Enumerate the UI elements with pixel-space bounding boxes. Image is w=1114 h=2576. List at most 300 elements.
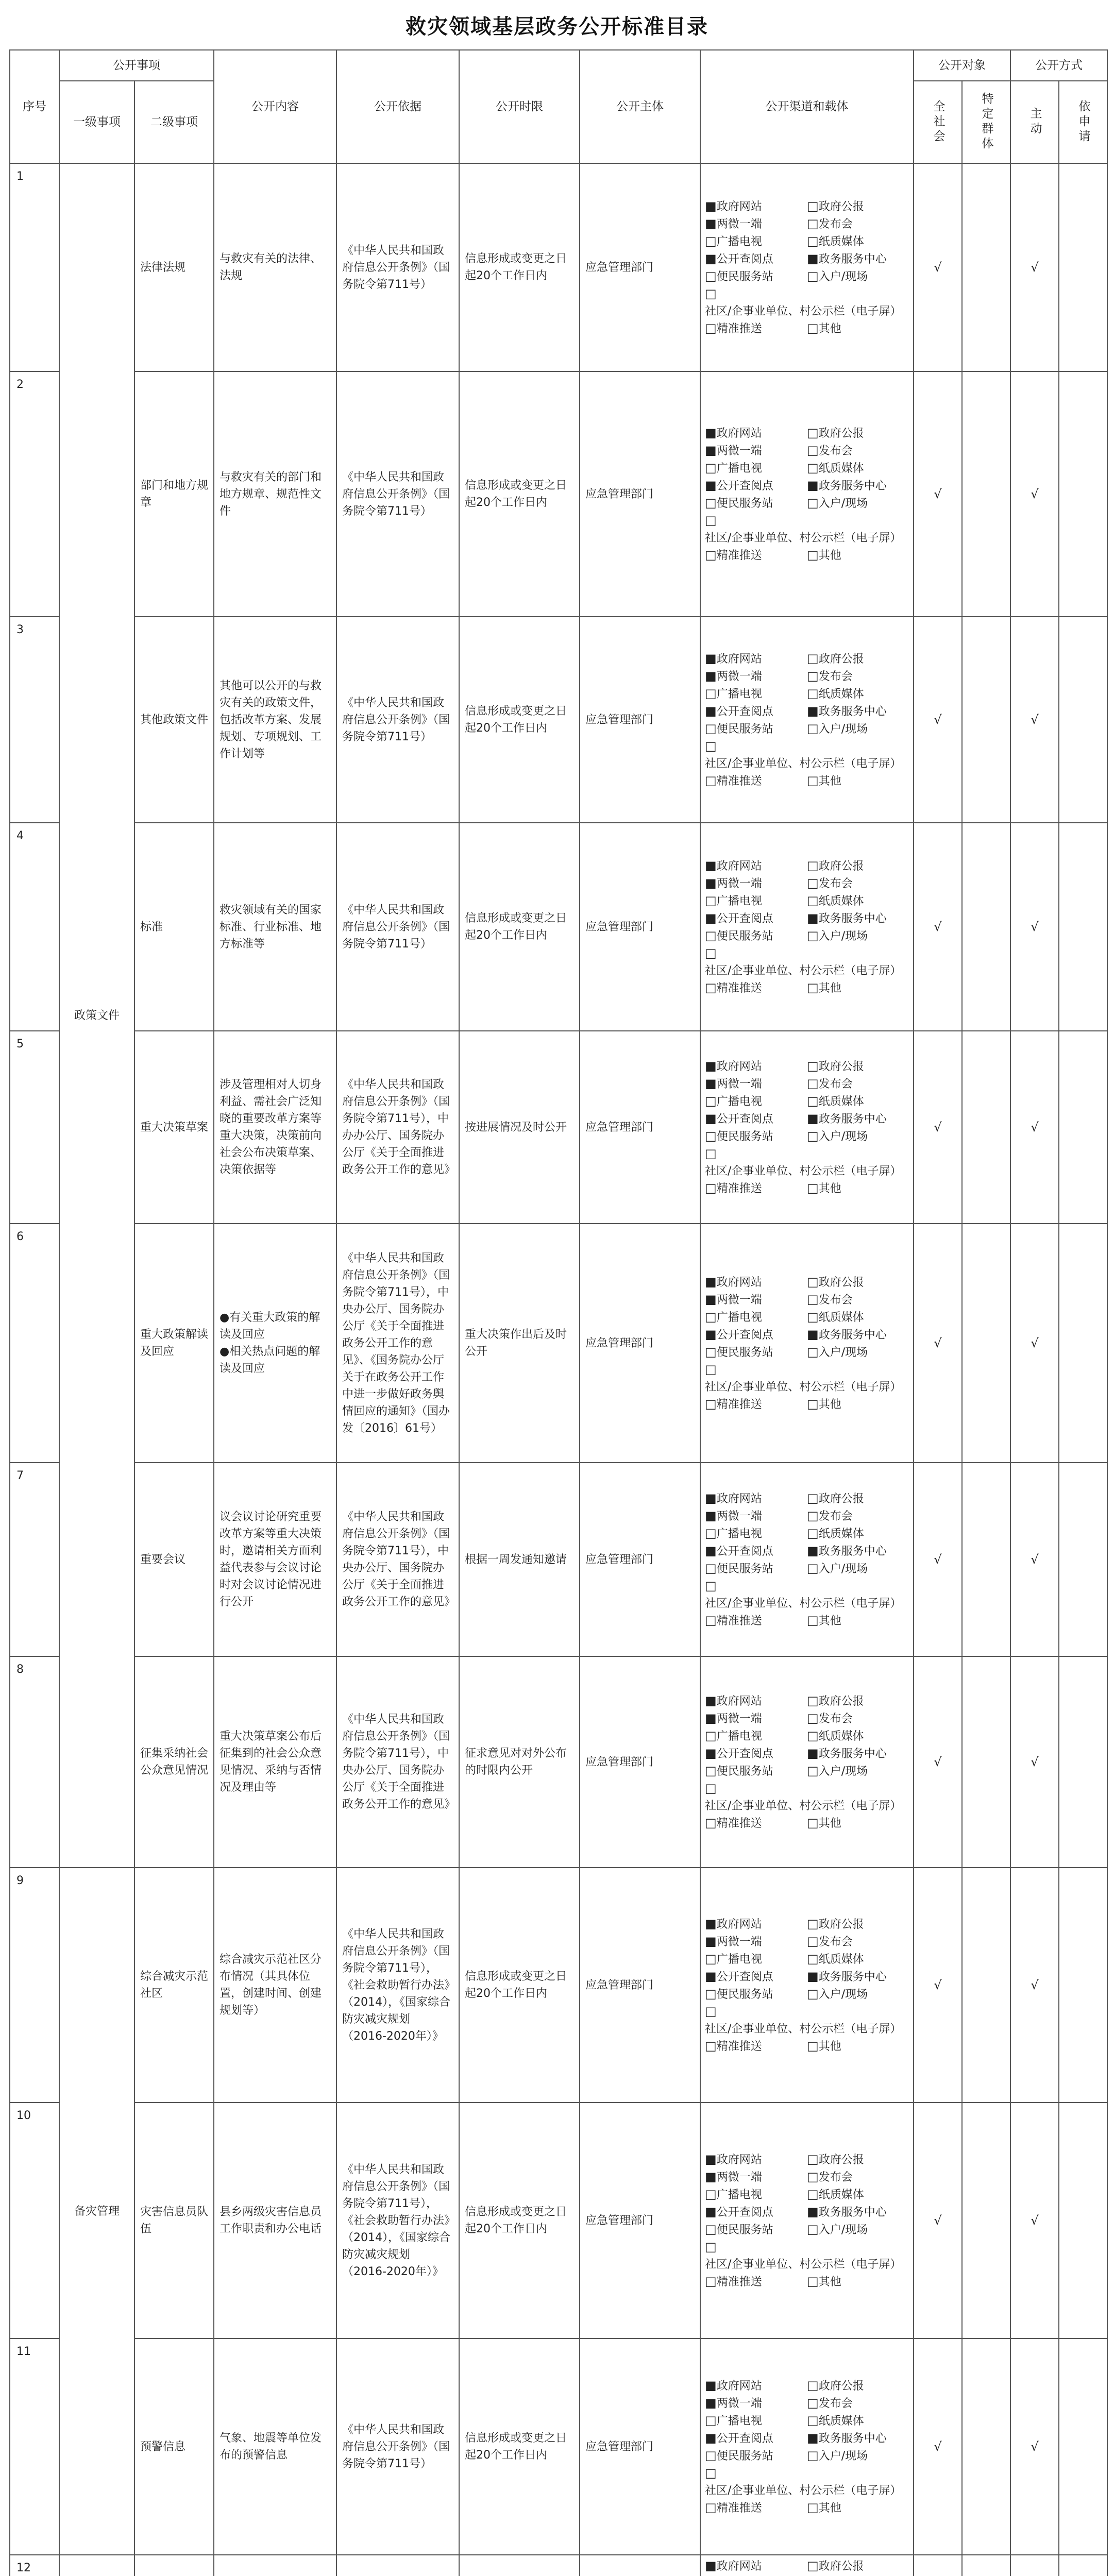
channel-label: 其他	[818, 549, 841, 562]
content-line: 涉及管理相对人切身利益、需社会广泛知晓的重要改革方案等重大决策，决策前向社会公布决策草案、决策依据等	[220, 1078, 322, 1176]
channel-label: 公开查阅点	[716, 705, 773, 718]
channel-option	[807, 892, 909, 910]
target-all-mark: √	[914, 163, 962, 371]
channel-label: 发布会	[818, 2397, 853, 2410]
channel-label: 纸质媒体	[818, 2414, 864, 2428]
channel-option	[705, 720, 807, 738]
channel-label: 两微一端	[716, 2171, 762, 2184]
channel-label: 两微一端	[716, 1510, 762, 1523]
channel-label: 其他	[818, 2501, 841, 2515]
channel-option	[807, 2186, 909, 2204]
public-basis: 《中华人民共和国政府信息公开条例》（国务院令第711号），《社会救助暂行办法》（2014），《国家综合防灾减灾规划（2016-2020年）》	[336, 1868, 459, 2103]
channel-option	[705, 1933, 807, 1951]
channel-label: 两微一端	[716, 877, 762, 890]
channel-label: 政府公报	[818, 1492, 864, 1505]
channel-label: 便民服务站	[716, 2449, 773, 2463]
checked-box-icon: ■	[705, 875, 717, 890]
unchecked-box-icon: □	[807, 1934, 819, 1948]
channel-label: 公开查阅点	[716, 1328, 773, 1342]
unchecked-box-icon: □	[705, 1309, 717, 1324]
public-subject: 应急管理部门	[580, 1868, 700, 2103]
channel-line	[705, 1762, 909, 1780]
method-apply-mark	[1059, 2103, 1107, 2338]
channel-option	[807, 460, 909, 477]
unchecked-box-icon: □	[705, 495, 717, 510]
channel-label: 公开查阅点	[716, 252, 773, 266]
channel-line	[705, 2204, 909, 2221]
header-level1: 一级事项	[59, 81, 134, 163]
channel-label: 政府公报	[818, 1060, 864, 1073]
channel-option	[807, 268, 909, 285]
channel-line	[705, 685, 909, 703]
channel-option	[705, 1916, 807, 1933]
public-timing: 信息形成或变更之日起20个工作日内	[459, 2338, 580, 2555]
channel-option	[705, 2447, 807, 2465]
channel-line	[705, 1093, 909, 1110]
standard-catalog-table	[9, 49, 1108, 2576]
channel-option	[807, 1093, 909, 1110]
channel-line	[705, 927, 909, 945]
public-subject: 应急管理部门	[580, 2338, 700, 2555]
channel-option	[705, 685, 807, 703]
channel-option	[807, 547, 909, 564]
channel-label: 社区/企事业单位、村公示栏（电子屏）	[705, 531, 902, 545]
channel-label: 纸质媒体	[818, 462, 864, 475]
channel-label: 精准推送	[716, 2501, 762, 2515]
channel-line	[705, 1326, 909, 1344]
header-subject: 公开主体	[580, 50, 700, 163]
channel-line	[705, 1968, 909, 1986]
channel-line	[705, 2151, 909, 2168]
content-line: ●有关重大政策的解读及回应	[220, 1311, 320, 1341]
unchecked-box-icon: □	[705, 268, 717, 283]
level2-item: 重要会议	[134, 1463, 214, 1656]
channel-option	[807, 857, 909, 875]
unchecked-box-icon: □	[705, 2274, 717, 2289]
unchecked-box-icon: □	[705, 721, 717, 736]
row-seq: 6	[10, 1224, 59, 1463]
channel-option	[705, 945, 909, 979]
channel-option	[705, 1075, 807, 1093]
channel-line	[705, 1128, 909, 1145]
channel-line	[705, 250, 909, 268]
row-seq: 9	[10, 1868, 59, 2103]
public-basis: 《中华人民共和国政府信息公开条例》（国务院令第711号），《社会救助暂行办法》（2014），《国家综合防灾减灾规划（2016-2020年）》	[336, 2103, 459, 2338]
channel-line	[705, 738, 909, 772]
channel-option	[705, 2204, 807, 2221]
level2-item: 标准	[134, 823, 214, 1031]
public-channels	[700, 1224, 914, 1463]
channel-label: 便民服务站	[716, 1765, 773, 1778]
unchecked-box-icon: □	[807, 875, 819, 890]
method-apply-mark	[1059, 1031, 1107, 1224]
channel-line	[705, 495, 909, 512]
channel-line	[705, 945, 909, 979]
level2-item	[134, 2555, 214, 2576]
public-subject: 应急管理部门	[580, 617, 700, 823]
channel-line	[705, 1309, 909, 1326]
channel-label: 政府网站	[716, 427, 762, 440]
channel-label: 社区/企事业单位、村公示栏（电子屏）	[705, 2258, 902, 2271]
channel-option	[807, 1710, 909, 1727]
unchecked-box-icon: □	[705, 773, 717, 788]
channel-label: 公开查阅点	[716, 1970, 773, 1984]
checked-box-icon: ■	[705, 668, 717, 683]
channel-label: 纸质媒体	[818, 894, 864, 908]
content-line: 其他可以公开的与救灾有关的政策文件，包括改革方案、发展规划、专项规划、工作计划等	[220, 679, 322, 760]
checked-box-icon: ■	[807, 1745, 819, 1760]
channel-line	[705, 1145, 909, 1180]
channel-option	[807, 1727, 909, 1745]
public-timing	[459, 2555, 580, 2576]
method-active-mark: √	[1010, 617, 1059, 823]
channel-label: 精准推送	[716, 1817, 762, 1830]
channel-label: 入户/现场	[818, 2223, 868, 2236]
channel-label: 政府网站	[716, 2379, 762, 2393]
header-target-specific: 特定群体	[962, 81, 1010, 163]
target-specific-mark	[962, 617, 1010, 823]
public-subject	[580, 2555, 700, 2576]
checked-box-icon: ■	[705, 1934, 717, 1948]
channel-label: 精准推送	[716, 1614, 762, 1628]
unchecked-box-icon: □	[807, 460, 819, 475]
row-seq: 11	[10, 2338, 59, 2555]
level1-item: 政策文件	[59, 163, 134, 1868]
channel-label: 两微一端	[716, 1293, 762, 1307]
public-channels	[700, 2338, 914, 2555]
target-all-mark: √	[914, 823, 962, 1031]
channel-label: 精准推送	[716, 2040, 762, 2053]
unchecked-box-icon: □	[705, 2465, 717, 2480]
unchecked-box-icon: □	[705, 1613, 717, 1628]
channel-option	[807, 1309, 909, 1326]
channel-line	[705, 2273, 909, 2291]
channel-line	[705, 2003, 909, 2038]
channel-option	[807, 1968, 909, 1986]
row-seq: 7	[10, 1463, 59, 1656]
checked-box-icon: ■	[705, 858, 717, 873]
target-all-mark: √	[914, 1868, 962, 2103]
target-all-mark: √	[914, 2103, 962, 2338]
channel-line	[705, 1490, 909, 1507]
channel-option	[705, 1490, 807, 1507]
channel-label: 两微一端	[716, 670, 762, 683]
level2-item: 法律法规	[134, 163, 214, 371]
target-specific-mark	[962, 371, 1010, 617]
channel-line	[705, 1780, 909, 1815]
unchecked-box-icon: □	[705, 893, 717, 908]
checked-box-icon: ■	[705, 2430, 717, 2445]
method-apply-mark	[1059, 1463, 1107, 1656]
channel-option	[807, 2557, 909, 2575]
unchecked-box-icon: □	[705, 2187, 717, 2201]
unchecked-box-icon: □	[807, 1180, 819, 1195]
channel-line	[705, 460, 909, 477]
channel-label: 发布会	[818, 1293, 853, 1307]
public-basis: 《中华人民共和国政府信息公开条例》（国务院令第711号）	[336, 617, 459, 823]
channel-label: 发布会	[818, 670, 853, 683]
channel-line	[705, 772, 909, 790]
channel-label: 政府公报	[818, 1918, 864, 1931]
unchecked-box-icon: □	[705, 1763, 717, 1778]
channel-line	[705, 1344, 909, 1361]
target-specific-mark	[962, 1656, 1010, 1868]
unchecked-box-icon: □	[807, 858, 819, 873]
channel-option	[705, 1396, 807, 1413]
channel-label: 政府网站	[716, 859, 762, 873]
channel-label: 公开查阅点	[716, 912, 773, 925]
channel-line	[705, 285, 909, 320]
channel-label: 其他	[818, 1614, 841, 1628]
channel-label: 政府公报	[818, 427, 864, 440]
checked-box-icon: ■	[705, 1274, 717, 1289]
channel-line	[705, 857, 909, 875]
checked-box-icon: ■	[807, 2430, 819, 2445]
channel-option	[807, 1326, 909, 1344]
channel-line	[705, 720, 909, 738]
channel-option	[807, 1058, 909, 1075]
channel-label: 纸质媒体	[818, 687, 864, 701]
unchecked-box-icon: □	[807, 2169, 819, 2184]
channel-option	[807, 1525, 909, 1543]
channel-option	[807, 1507, 909, 1525]
public-channels	[700, 2103, 914, 2338]
channel-option	[705, 1986, 807, 2003]
channel-option	[705, 495, 807, 512]
channel-option	[705, 2465, 909, 2499]
public-channels	[700, 1463, 914, 1656]
channel-option	[807, 1543, 909, 1560]
unchecked-box-icon: □	[807, 1728, 819, 1743]
channel-line	[705, 1560, 909, 1578]
channel-option	[705, 1780, 909, 1815]
unchecked-box-icon: □	[807, 2413, 819, 2428]
unchecked-box-icon: □	[705, 1362, 717, 1377]
level2-item: 重大政策解读及回应	[134, 1224, 214, 1463]
channel-label: 发布会	[818, 444, 853, 457]
checked-box-icon: ■	[705, 1543, 717, 1558]
channel-label: 两微一端	[716, 217, 762, 231]
channel-option	[807, 2430, 909, 2447]
channel-option	[807, 495, 909, 512]
unchecked-box-icon: □	[807, 1951, 819, 1966]
public-content	[214, 1868, 336, 2103]
public-basis: 《中华人民共和国政府信息公开条例》（国务院令第711号）	[336, 163, 459, 371]
public-channels	[700, 163, 914, 371]
channel-label: 广播电视	[716, 1311, 762, 1324]
channel-label: 政务服务中心	[818, 705, 887, 718]
header-seq: 序号	[10, 50, 59, 163]
checked-box-icon: ■	[807, 910, 819, 925]
level2-item: 部门和地方规章	[134, 371, 214, 617]
channel-label: 精准推送	[716, 1398, 762, 1411]
channel-label: 发布会	[818, 1077, 853, 1091]
channel-option	[705, 2221, 807, 2239]
level2-item: 重大决策草案	[134, 1031, 214, 1224]
channel-option	[705, 2412, 807, 2430]
unchecked-box-icon: □	[807, 773, 819, 788]
checked-box-icon: ■	[705, 1327, 717, 1342]
level2-item: 其他政策文件	[134, 617, 214, 823]
method-apply-mark	[1059, 2555, 1107, 2576]
channel-line	[705, 1075, 909, 1093]
channel-line	[705, 1525, 909, 1543]
public-basis: 《中华人民共和国政府信息公开条例》（国务院令第711号），中央办公厅、国务院办公厅《关于全面推进政务公开工作的意见》、《国务院办公厅关于在政务公开工作中进一步做好政务舆情回应的通知》（国办发〔2016〕61号）	[336, 1224, 459, 1463]
unchecked-box-icon: □	[807, 1093, 819, 1108]
unchecked-box-icon: □	[705, 1561, 717, 1575]
method-apply-mark	[1059, 2338, 1107, 2555]
channel-label: 政府网站	[716, 2153, 762, 2166]
checked-box-icon: ■	[807, 251, 819, 266]
content-line: ●相关热点问题的解读及回应	[220, 1345, 320, 1375]
channel-option	[705, 512, 909, 547]
channel-label: 两微一端	[716, 444, 762, 457]
channel-option	[807, 1951, 909, 1968]
public-content	[214, 1656, 336, 1868]
public-content	[214, 2338, 336, 2555]
channel-line	[705, 1578, 909, 1612]
channel-line	[705, 2395, 909, 2412]
channel-label: 入户/现场	[818, 722, 868, 736]
unchecked-box-icon: □	[807, 2378, 819, 2393]
unchecked-box-icon: □	[705, 547, 717, 562]
content-line: 与救灾有关的法律、法规	[220, 252, 322, 282]
channel-line	[705, 1180, 909, 1197]
unchecked-box-icon: □	[807, 2274, 819, 2289]
unchecked-box-icon: □	[807, 1508, 819, 1523]
channel-option	[705, 250, 807, 268]
checked-box-icon: ■	[705, 2378, 717, 2393]
method-apply-mark	[1059, 1224, 1107, 1463]
channel-option	[705, 738, 909, 772]
channel-label: 发布会	[818, 877, 853, 890]
channel-label: 广播电视	[716, 1527, 762, 1540]
channel-option	[807, 668, 909, 685]
channel-label: 政府公报	[818, 2560, 864, 2573]
channel-option	[705, 927, 807, 945]
checked-box-icon: ■	[705, 2169, 717, 2184]
channel-option	[807, 1762, 909, 1780]
header-channel: 公开渠道和载体	[700, 50, 914, 163]
channel-label: 政府网站	[716, 1918, 762, 1931]
unchecked-box-icon: □	[705, 1344, 717, 1359]
channel-option	[705, 1344, 807, 1361]
channel-option	[807, 1128, 909, 1145]
channel-label: 入户/现场	[818, 270, 868, 283]
header-target: 公开对象	[914, 50, 1010, 81]
channel-label: 便民服务站	[716, 1130, 773, 1143]
channel-option	[807, 1815, 909, 1832]
unchecked-box-icon: □	[807, 2222, 819, 2236]
channel-option	[807, 2499, 909, 2517]
unchecked-box-icon: □	[807, 721, 819, 736]
channel-label: 广播电视	[716, 687, 762, 701]
channel-label: 其他	[818, 1817, 841, 1830]
checked-box-icon: ■	[705, 1076, 717, 1091]
target-specific-mark	[962, 1224, 1010, 1463]
channel-option	[705, 2151, 807, 2168]
header-method: 公开方式	[1010, 50, 1107, 81]
channel-option	[705, 1145, 909, 1180]
channel-label: 社区/企事业单位、村公示栏（电子屏）	[705, 2484, 902, 2497]
channel-label: 政府网站	[716, 200, 762, 213]
channel-label: 发布会	[818, 217, 853, 231]
channel-label: 便民服务站	[716, 722, 773, 736]
channel-option	[807, 1490, 909, 1507]
checked-box-icon: ■	[807, 1111, 819, 1126]
content-line: 气象、地震等单位发布的预警信息	[220, 2432, 322, 2462]
unchecked-box-icon: □	[705, 1128, 717, 1143]
unchecked-box-icon: □	[807, 1763, 819, 1778]
unchecked-box-icon: □	[807, 893, 819, 908]
public-timing: 信息形成或变更之日起20个工作日内	[459, 823, 580, 1031]
channel-label: 入户/现场	[818, 1130, 868, 1143]
channel-option	[807, 1745, 909, 1762]
content-line: 县乡两级灾害信息员工作职责和办公电话	[220, 2206, 322, 2235]
channel-line	[705, 1291, 909, 1309]
channel-label: 其他	[818, 2275, 841, 2289]
checked-box-icon: ■	[705, 910, 717, 925]
unchecked-box-icon: □	[807, 198, 819, 213]
channel-label: 便民服务站	[716, 1562, 773, 1575]
channel-label: 精准推送	[716, 2275, 762, 2289]
target-specific-mark	[962, 1463, 1010, 1656]
channel-option	[807, 1396, 909, 1413]
unchecked-box-icon: □	[807, 1076, 819, 1091]
table-row	[10, 371, 1107, 617]
channel-option	[705, 233, 807, 250]
channel-line	[705, 1951, 909, 1968]
channel-line	[705, 875, 909, 892]
channel-label: 政府公报	[818, 1694, 864, 1708]
channel-option	[705, 2239, 909, 2273]
channel-line	[705, 512, 909, 547]
channel-option	[705, 892, 807, 910]
channel-label: 政务服务中心	[818, 1970, 887, 1984]
channel-label: 政务服务中心	[818, 912, 887, 925]
channel-label: 便民服务站	[716, 1346, 773, 1359]
target-specific-mark	[962, 823, 1010, 1031]
channel-label: 社区/企事业单位、村公示栏（电子屏）	[705, 1597, 902, 1610]
channel-label: 政府公报	[818, 1276, 864, 1289]
content-line: 议会议讨论研究重要改革方案等重大决策时，邀请相关方面利益代表参与会议讨论时对会议讨论情况进行公开	[220, 1511, 322, 1608]
channel-line	[705, 2239, 909, 2273]
channel-option	[807, 1291, 909, 1309]
unchecked-box-icon: □	[807, 1986, 819, 2001]
channel-option	[705, 1326, 807, 1344]
public-timing: 按进展情况及时公开	[459, 1031, 580, 1224]
public-basis: 《中华人民共和国政府信息公开条例》（国务院令第711号），中央办公厅、国务院办公厅《关于全面推进政务公开工作的意见》	[336, 1463, 459, 1656]
unchecked-box-icon: □	[807, 1815, 819, 1830]
channel-line	[705, 1745, 909, 1762]
target-all-mark: √	[914, 1463, 962, 1656]
channel-line	[705, 1815, 909, 1832]
channel-label: 精准推送	[716, 549, 762, 562]
channel-line	[705, 547, 909, 564]
unchecked-box-icon: □	[807, 443, 819, 457]
channel-line	[705, 477, 909, 495]
method-active-mark: √	[1010, 1031, 1059, 1224]
header-content: 公开内容	[214, 50, 336, 163]
row-seq: 3	[10, 617, 59, 823]
channel-label: 政务服务中心	[818, 1112, 887, 1126]
unchecked-box-icon: □	[705, 1396, 717, 1411]
channel-option	[807, 927, 909, 945]
channel-label: 精准推送	[716, 774, 762, 788]
channel-label: 其他	[818, 322, 841, 335]
channel-label: 两微一端	[716, 1712, 762, 1725]
method-active-mark: √	[1010, 2338, 1059, 2555]
